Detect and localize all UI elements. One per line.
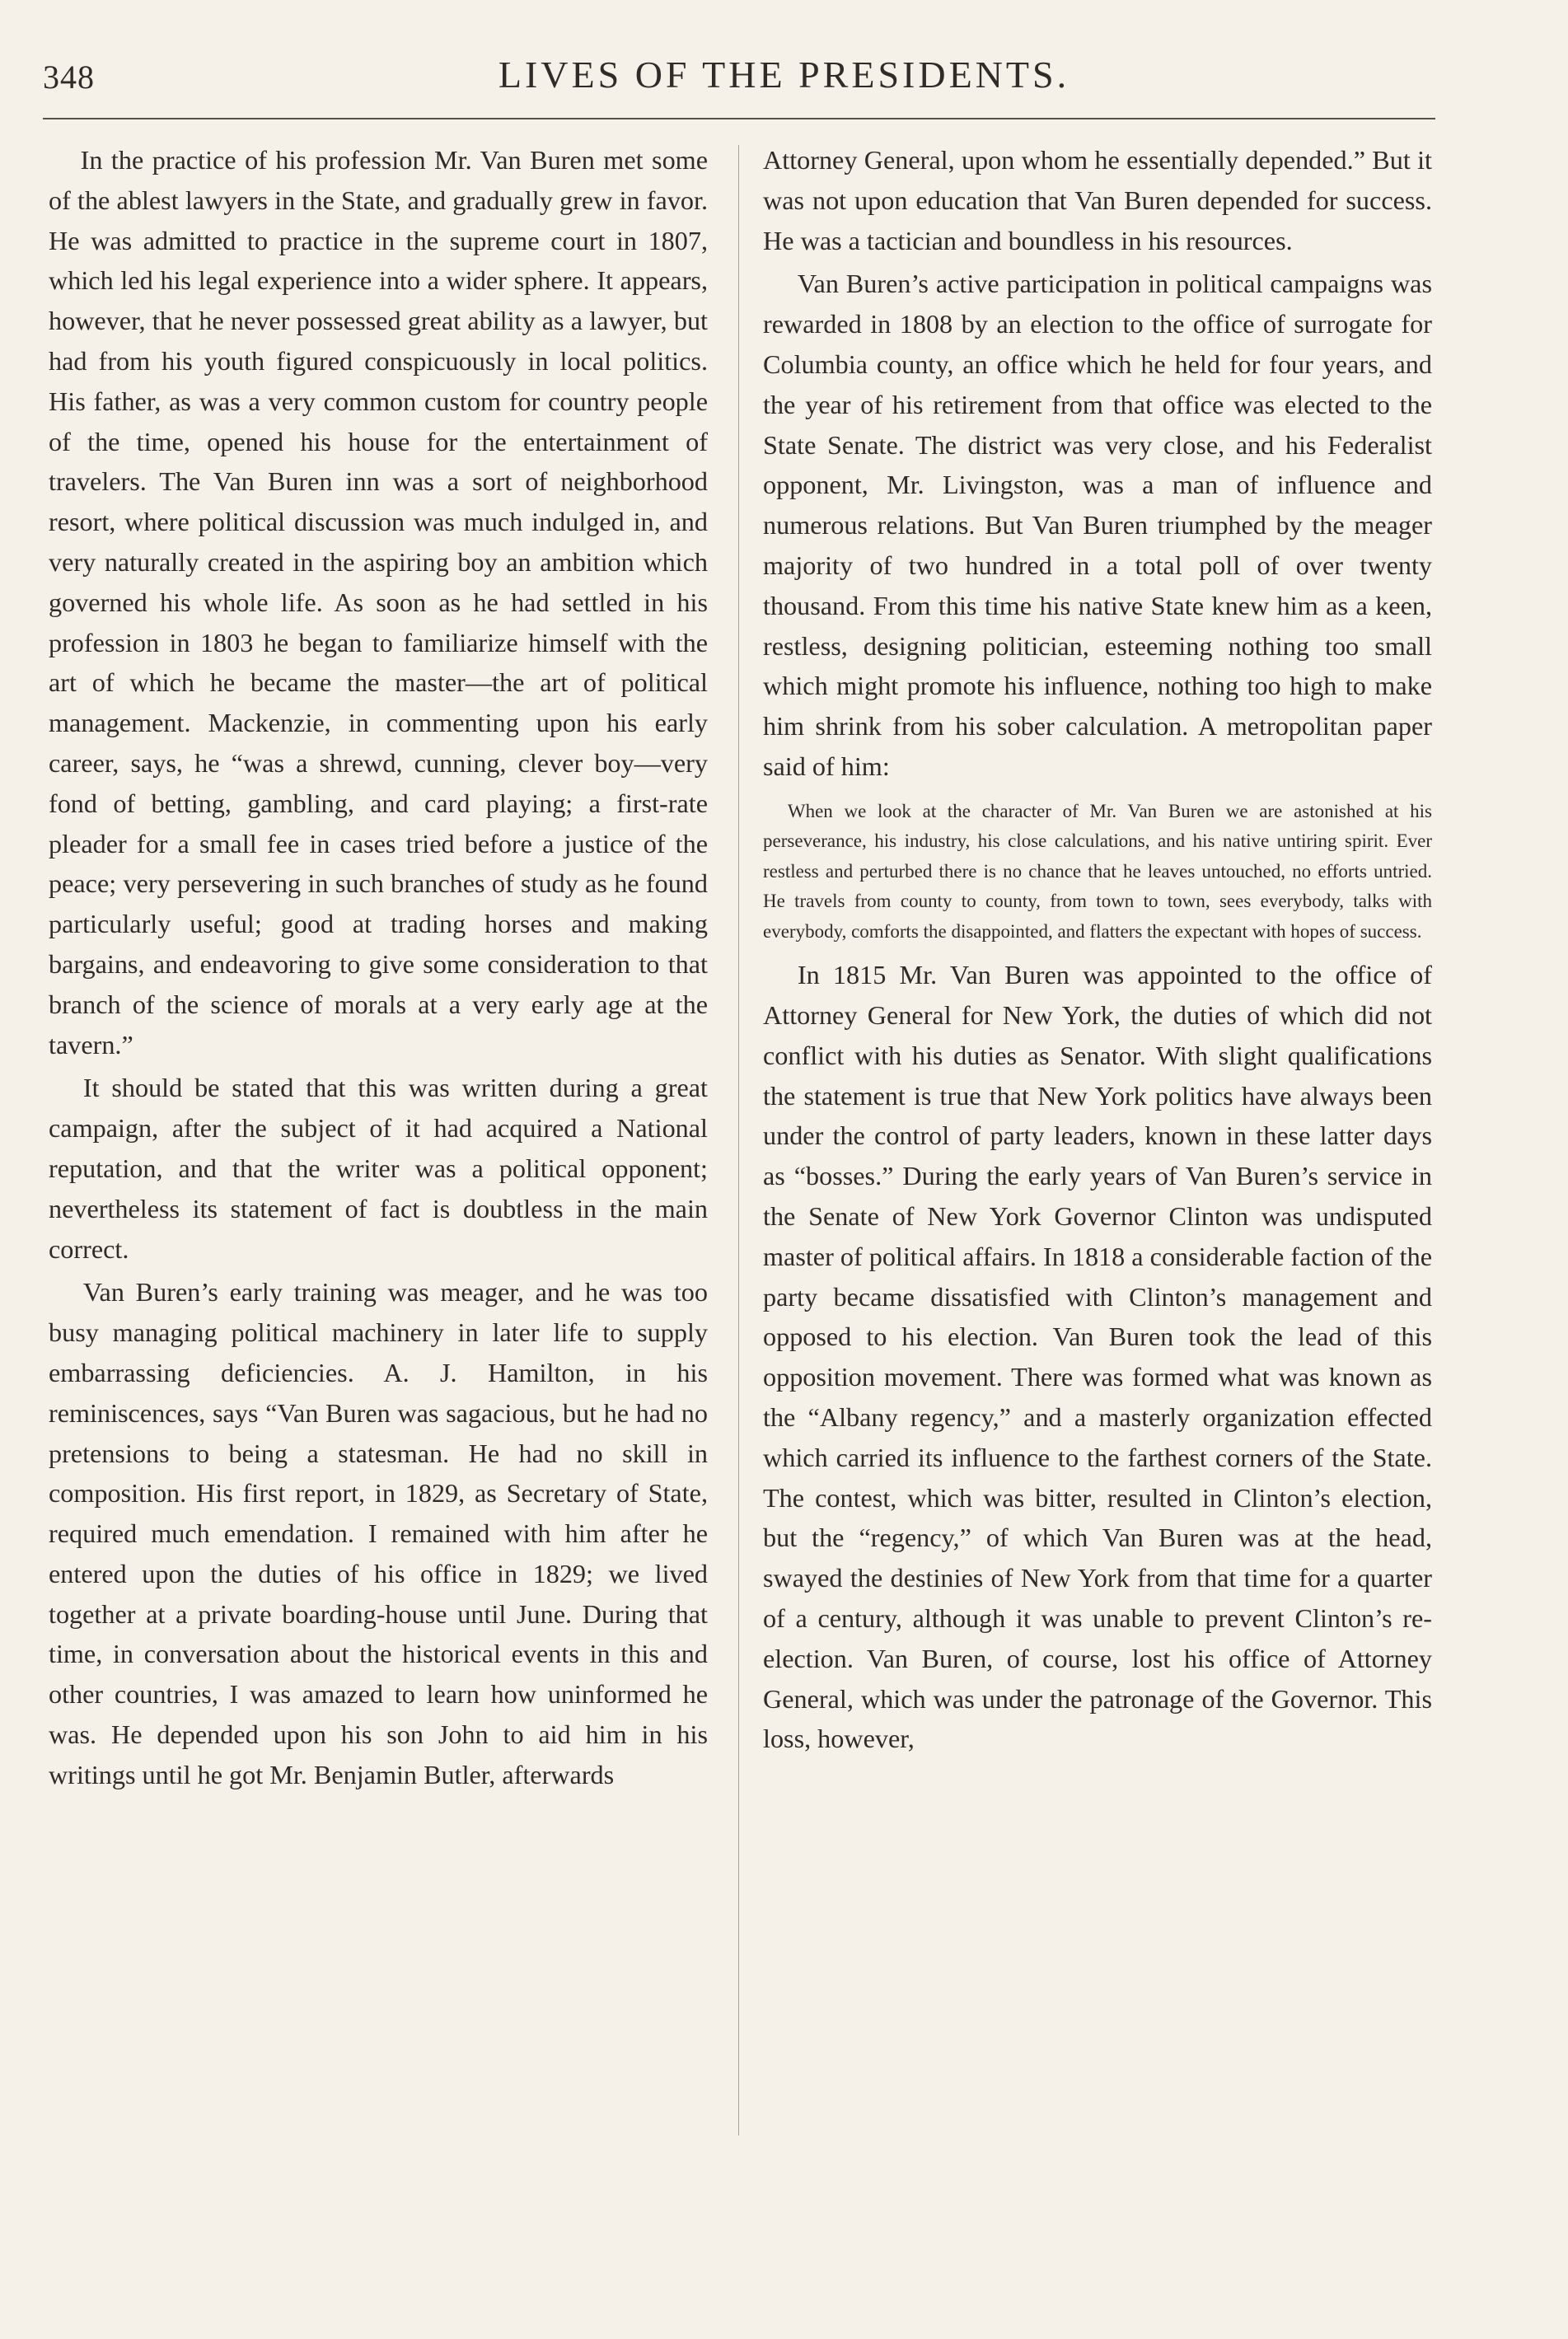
block-quote: When we look at the character of Mr. Van Buren we are astonished at his perseverance, his industry, his close calculations, and his native untiring spirit. Ever restless and perturbed there is no chance that he leaves untouched, no efforts untried. He travels from county to county, from town to town, sees everybody, talks with everybody, comforts the disappointed, and flatters the expectant with hopes of success. bbox=[763, 800, 1432, 942]
paragraph: It should be stated that this was written during a great campaign, after the subject of it had acquired a National reputation, and that the writer was a political opponent; nevertheless its statement of fact is doubtless in the main correct. bbox=[49, 1073, 708, 1264]
running-head: LIVES OF THE PRESIDENTS. bbox=[498, 54, 1070, 96]
column-divider bbox=[738, 145, 739, 2136]
left-column bbox=[49, 140, 708, 1795]
paragraph: In 1815 Mr. Van Buren was appointed to the office of Attorney General for New York, the duties of which did not conflict with his duties as Senator. With slight qualifications the statement is true that New York politics have always been under the control of party leaders, known in these latter days as “bosses.” During the early years of Van Buren’s service in the Senate of New York Governor Clinton was undisputed master of political affairs. In 1818 a considerable faction of the party became dissatisfied with Clinton’s management and opposed to his election. Van Buren took the lead of this opposition movement. There was formed what was known as the “Albany regency,” and a masterly organization effected which carried its influence to the farthest corners of the State. The contest, which was bitter, resulted in Clinton’s election, but the “regency,” of which Van Buren was at the head, swayed the destinies of New York from that time for a quarter of a century, although it was unable to prevent Clinton’s re-election. Van Buren, of course, lost his office of Attorney General, which was under the patronage of the Governor. This loss, however, bbox=[763, 960, 1432, 1754]
paragraph: Van Buren’s early training was meager, and he was too busy managing political machinery in later life to supply embarrassing deficiencies. A. J. Hamilton, in his reminiscences, says “Van Buren was sagacious, but he had no pretensions to being a statesman. He had no skill in composition. His first report, in 1829, as Secretary of State, required much emendation. I remained with him after he entered upon the duties of his office in 1829; we lived together at a private boarding-house until June. During that time, in conversation about the historical events in this and other countries, I was amazed to learn how uninformed he was. He depended upon his son John to aid him in his writings until he got Mr. Benjamin Butler, afterwards bbox=[49, 1277, 708, 1789]
paragraph: In the practice of his profession Mr. Van Buren met some of the ablest lawyers in the State, and gradually grew in favor. He was admitted to practice in the supreme court in 1807, which led his legal experience into a wider sphere. It appears, however, that he never possessed great ability as a lawyer, but had from his youth figured conspicuously in local politics. His father, as was a very common custom for country people of the time, opened his house for the entertainment of travelers. The Van Buren inn was a sort of neighborhood resort, where political discussion was much indulged in, and very naturally created in the aspiring boy an ambition which governed his whole life. As soon as he had settled in his profession in 1803 he began to familiarize himself with the art of which he became the master—the art of political management. Mackenzie, in commenting upon his early career, says, he “was a shrewd, cunning, clever boy—very fond of betting, gambling, and card playing; a first-rate pleader for a small fee in cases tried before a justice of the peace; very persevering in such branches of study as he found particularly useful; good at trading horses and making bargains, and endeavoring to give some consideration to that branch of the science of morals at a very early age at the tavern.” bbox=[49, 145, 708, 1060]
header-rule bbox=[43, 118, 1435, 119]
paragraph: Van Buren’s active participation in political campaigns was rewarded in 1808 by an election to the office of surrogate for Columbia county, an office which he held for four years, and the year of his retirement from that office was elected to the State Senate. The district was very close, and his Federalist opponent, Mr. Livingston, was a man of influence and numerous relations. But Van Buren triumphed by the meager majority of two hundred in a total poll of over twenty thousand. From this time his native State knew him as a keen, restless, designing politician, esteeming nothing too small which might promote his influence, nothing too high to make him shrink from his sober calculation. A metropolitan paper said of him: bbox=[763, 269, 1432, 781]
continued-paragraph: Attorney General, upon whom he essentially depended.” But it was not upon education that Van Buren depended for success. He was a tactician and boundless in his resources. bbox=[763, 145, 1432, 255]
page-number: 348 bbox=[43, 58, 95, 96]
right-column bbox=[763, 140, 1432, 1759]
